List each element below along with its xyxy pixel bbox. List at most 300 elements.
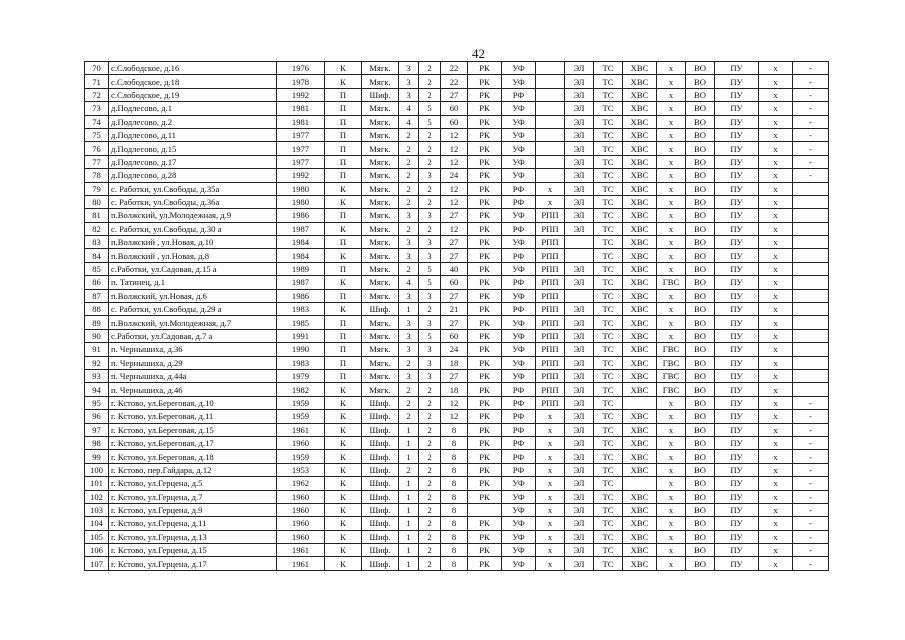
cell-row-number: 91 bbox=[85, 343, 109, 356]
cell-col-x: х bbox=[759, 88, 793, 101]
cell-hot-water: х bbox=[657, 169, 686, 182]
cell-gas-supply: РПП bbox=[536, 343, 565, 356]
cell-floors: 2 bbox=[399, 396, 419, 409]
cell-hot-water: х bbox=[657, 128, 686, 141]
cell-heat-supply: ТС bbox=[594, 222, 623, 235]
cell-gas-supply: х bbox=[536, 544, 565, 557]
cell-wall-material: П bbox=[325, 155, 362, 168]
cell-row-number: 98 bbox=[85, 436, 109, 449]
cell-row-number: 101 bbox=[85, 477, 109, 490]
cell-electricity: ЭЛ bbox=[565, 222, 594, 235]
cell-wall-material: К bbox=[325, 410, 362, 423]
cell-floors: 1 bbox=[399, 557, 419, 570]
cell-electricity: ЭЛ bbox=[565, 396, 594, 409]
cell-col-dash bbox=[793, 356, 829, 369]
cell-electricity: ЭЛ bbox=[565, 369, 594, 382]
cell-metering: ПУ bbox=[715, 410, 759, 423]
cell-heating: РК bbox=[468, 450, 502, 463]
cell-apartments: 27 bbox=[441, 369, 468, 382]
cell-entrances: 2 bbox=[419, 477, 441, 490]
cell-row-number: 74 bbox=[85, 115, 109, 128]
cell-drainage: ВО bbox=[686, 209, 715, 222]
cell-roof-type: Шиф. bbox=[362, 436, 399, 449]
cell-roof-type: Шиф. bbox=[362, 410, 399, 423]
cell-col-x: х bbox=[759, 530, 793, 543]
cell-roof-type: Шиф. bbox=[362, 503, 399, 516]
cell-foundation: УФ bbox=[502, 128, 536, 141]
cell-foundation: РФ bbox=[502, 383, 536, 396]
cell-row-number: 79 bbox=[85, 182, 109, 195]
cell-metering: ПУ bbox=[715, 343, 759, 356]
cell-heat-supply: ТС bbox=[594, 155, 623, 168]
cell-wall-material: К bbox=[325, 477, 362, 490]
cell-roof-type: Шиф. bbox=[362, 490, 399, 503]
cell-heat-supply: ТС bbox=[594, 503, 623, 516]
cell-foundation: УФ bbox=[502, 329, 536, 342]
cell-gas-supply: РПП bbox=[536, 383, 565, 396]
cell-roof-type: Шиф. bbox=[362, 557, 399, 570]
cell-heating: РК bbox=[468, 410, 502, 423]
cell-year-built: 1960 bbox=[277, 436, 325, 449]
cell-hot-water: ГВС bbox=[657, 369, 686, 382]
cell-drainage: ВО bbox=[686, 169, 715, 182]
cell-cold-water: ХВС bbox=[623, 356, 657, 369]
cell-heating: РК bbox=[468, 303, 502, 316]
cell-foundation: УФ bbox=[502, 169, 536, 182]
cell-hot-water: х bbox=[657, 195, 686, 208]
table-row bbox=[85, 169, 829, 182]
cell-floors: 3 bbox=[399, 369, 419, 382]
cell-heating: РК bbox=[468, 383, 502, 396]
cell-entrances: 2 bbox=[419, 155, 441, 168]
cell-electricity: ЭЛ bbox=[565, 155, 594, 168]
table-row bbox=[85, 343, 829, 356]
cell-year-built: 1992 bbox=[277, 88, 325, 101]
cell-drainage: ВО bbox=[686, 329, 715, 342]
table-row bbox=[85, 383, 829, 396]
cell-electricity: ЭЛ bbox=[565, 530, 594, 543]
cell-foundation: РФ bbox=[502, 88, 536, 101]
cell-metering: ПУ bbox=[715, 236, 759, 249]
cell-roof-type: Мягк. bbox=[362, 276, 399, 289]
cell-apartments: 12 bbox=[441, 142, 468, 155]
cell-gas-supply: х bbox=[536, 530, 565, 543]
cell-electricity: ЭЛ bbox=[565, 436, 594, 449]
cell-gas-supply bbox=[536, 128, 565, 141]
cell-roof-type: Шиф. bbox=[362, 423, 399, 436]
cell-metering: ПУ bbox=[715, 142, 759, 155]
cell-heating: РК bbox=[468, 423, 502, 436]
cell-floors: 2 bbox=[399, 410, 419, 423]
cell-col-dash: - bbox=[793, 463, 829, 476]
cell-roof-type: Мягк. bbox=[362, 316, 399, 329]
table-row bbox=[85, 450, 829, 463]
cell-heating: РК bbox=[468, 88, 502, 101]
cell-hot-water: х bbox=[657, 329, 686, 342]
cell-row-number: 73 bbox=[85, 102, 109, 115]
cell-gas-supply: РПП bbox=[536, 209, 565, 222]
cell-foundation: РФ bbox=[502, 410, 536, 423]
cell-entrances: 3 bbox=[419, 343, 441, 356]
cell-drainage: ВО bbox=[686, 115, 715, 128]
cell-apartments: 22 bbox=[441, 62, 468, 75]
cell-hot-water: ГВС bbox=[657, 343, 686, 356]
table-row bbox=[85, 195, 829, 208]
table-row bbox=[85, 329, 829, 342]
cell-entrances: 3 bbox=[419, 236, 441, 249]
table-row bbox=[85, 155, 829, 168]
cell-address: г. Кстово, ул.Береговая, д.11 bbox=[109, 410, 277, 423]
cell-floors: 4 bbox=[399, 102, 419, 115]
cell-col-x: х bbox=[759, 62, 793, 75]
table-row bbox=[85, 102, 829, 115]
cell-gas-supply: х bbox=[536, 490, 565, 503]
cell-roof-type: Мягк. bbox=[362, 222, 399, 235]
cell-drainage: ВО bbox=[686, 369, 715, 382]
cell-electricity: ЭЛ bbox=[565, 477, 594, 490]
cell-cold-water: ХВС bbox=[623, 128, 657, 141]
table-row bbox=[85, 423, 829, 436]
cell-heating: РК bbox=[468, 62, 502, 75]
cell-entrances: 3 bbox=[419, 369, 441, 382]
cell-wall-material: П bbox=[325, 169, 362, 182]
cell-entrances: 2 bbox=[419, 142, 441, 155]
cell-address: г. Кстово, ул.Герцена, д.7 bbox=[109, 490, 277, 503]
cell-hot-water: х bbox=[657, 262, 686, 275]
cell-apartments: 40 bbox=[441, 262, 468, 275]
cell-year-built: 1961 bbox=[277, 423, 325, 436]
cell-electricity: ЭЛ bbox=[565, 544, 594, 557]
cell-electricity: ЭЛ bbox=[565, 62, 594, 75]
cell-wall-material: П bbox=[325, 262, 362, 275]
cell-hot-water: х bbox=[657, 88, 686, 101]
cell-foundation: УФ bbox=[502, 142, 536, 155]
cell-metering: ПУ bbox=[715, 155, 759, 168]
cell-wall-material: П bbox=[325, 209, 362, 222]
cell-apartments: 12 bbox=[441, 155, 468, 168]
cell-metering: ПУ bbox=[715, 88, 759, 101]
cell-drainage: ВО bbox=[686, 557, 715, 570]
table-row bbox=[85, 517, 829, 530]
cell-row-number: 97 bbox=[85, 423, 109, 436]
cell-col-dash bbox=[793, 222, 829, 235]
cell-foundation: УФ bbox=[502, 369, 536, 382]
cell-wall-material: К bbox=[325, 530, 362, 543]
cell-col-x: х bbox=[759, 222, 793, 235]
cell-year-built: 1982 bbox=[277, 383, 325, 396]
cell-hot-water: х bbox=[657, 303, 686, 316]
cell-floors: 2 bbox=[399, 182, 419, 195]
cell-entrances: 2 bbox=[419, 303, 441, 316]
cell-address: г. Кстово, ул.Береговая, д.10 bbox=[109, 396, 277, 409]
cell-metering: ПУ bbox=[715, 75, 759, 88]
cell-hot-water: ГВС bbox=[657, 356, 686, 369]
cell-roof-type: Мягк. bbox=[362, 369, 399, 382]
cell-heat-supply: ТС bbox=[594, 423, 623, 436]
cell-gas-supply: х bbox=[536, 477, 565, 490]
cell-col-dash: - bbox=[793, 490, 829, 503]
cell-col-x: х bbox=[759, 115, 793, 128]
cell-col-x: х bbox=[759, 557, 793, 570]
cell-year-built: 1981 bbox=[277, 102, 325, 115]
cell-metering: ПУ bbox=[715, 169, 759, 182]
cell-col-x: х bbox=[759, 128, 793, 141]
cell-wall-material: П bbox=[325, 88, 362, 101]
cell-heating: РК bbox=[468, 115, 502, 128]
cell-col-dash: - bbox=[793, 88, 829, 101]
cell-col-x: х bbox=[759, 169, 793, 182]
cell-foundation: УФ bbox=[502, 289, 536, 302]
cell-apartments: 21 bbox=[441, 303, 468, 316]
cell-heating: РК bbox=[468, 329, 502, 342]
cell-electricity: ЭЛ bbox=[565, 410, 594, 423]
cell-heat-supply: ТС bbox=[594, 316, 623, 329]
cell-address: г. Кстово, ул.Герцена, д.17 bbox=[109, 557, 277, 570]
cell-heating: РК bbox=[468, 477, 502, 490]
cell-cold-water: ХВС bbox=[623, 236, 657, 249]
cell-col-x: х bbox=[759, 477, 793, 490]
cell-drainage: ВО bbox=[686, 477, 715, 490]
cell-heat-supply: ТС bbox=[594, 329, 623, 342]
cell-cold-water: ХВС bbox=[623, 463, 657, 476]
table-row bbox=[85, 436, 829, 449]
cell-gas-supply: РПП bbox=[536, 369, 565, 382]
cell-foundation: УФ bbox=[502, 530, 536, 543]
cell-address: п. Чернышиха, д.29 bbox=[109, 356, 277, 369]
cell-col-x: х bbox=[759, 490, 793, 503]
cell-metering: ПУ bbox=[715, 195, 759, 208]
cell-row-number: 77 bbox=[85, 155, 109, 168]
cell-hot-water: х bbox=[657, 75, 686, 88]
cell-col-dash bbox=[793, 236, 829, 249]
cell-heat-supply: ТС bbox=[594, 369, 623, 382]
cell-heating: РК bbox=[468, 436, 502, 449]
cell-foundation: РФ bbox=[502, 249, 536, 262]
table-row bbox=[85, 410, 829, 423]
cell-hot-water: х bbox=[657, 477, 686, 490]
cell-foundation: РФ bbox=[502, 182, 536, 195]
cell-hot-water: х bbox=[657, 436, 686, 449]
cell-entrances: 3 bbox=[419, 249, 441, 262]
cell-heat-supply: ТС bbox=[594, 463, 623, 476]
cell-floors: 2 bbox=[399, 128, 419, 141]
cell-heat-supply: ТС bbox=[594, 236, 623, 249]
cell-heat-supply: ТС bbox=[594, 490, 623, 503]
cell-roof-type: Мягк. bbox=[362, 356, 399, 369]
cell-gas-supply: РПП bbox=[536, 303, 565, 316]
table-row bbox=[85, 303, 829, 316]
cell-address: д.Подлесово, д.11 bbox=[109, 128, 277, 141]
cell-foundation: УФ bbox=[502, 102, 536, 115]
cell-floors: 3 bbox=[399, 209, 419, 222]
cell-floors: 4 bbox=[399, 276, 419, 289]
cell-col-dash bbox=[793, 209, 829, 222]
cell-metering: ПУ bbox=[715, 423, 759, 436]
cell-col-dash: - bbox=[793, 115, 829, 128]
cell-cold-water bbox=[623, 477, 657, 490]
cell-apartments: 60 bbox=[441, 102, 468, 115]
cell-cold-water: ХВС bbox=[623, 316, 657, 329]
cell-apartments: 12 bbox=[441, 222, 468, 235]
cell-electricity: ЭЛ bbox=[565, 316, 594, 329]
cell-wall-material: К bbox=[325, 222, 362, 235]
cell-row-number: 71 bbox=[85, 75, 109, 88]
cell-year-built: 1959 bbox=[277, 450, 325, 463]
cell-col-dash bbox=[793, 316, 829, 329]
cell-cold-water: ХВС bbox=[623, 490, 657, 503]
cell-floors: 1 bbox=[399, 436, 419, 449]
table-row bbox=[85, 236, 829, 249]
cell-col-dash bbox=[793, 182, 829, 195]
cell-cold-water: ХВС bbox=[623, 75, 657, 88]
cell-apartments: 8 bbox=[441, 436, 468, 449]
cell-col-x: х bbox=[759, 195, 793, 208]
cell-heating: РК bbox=[468, 490, 502, 503]
cell-heating: РК bbox=[468, 343, 502, 356]
cell-foundation: УФ bbox=[502, 503, 536, 516]
cell-wall-material: К bbox=[325, 503, 362, 516]
cell-gas-supply bbox=[536, 115, 565, 128]
cell-heating: РК bbox=[468, 557, 502, 570]
cell-entrances: 2 bbox=[419, 75, 441, 88]
cell-col-x: х bbox=[759, 544, 793, 557]
cell-hot-water: х bbox=[657, 316, 686, 329]
cell-wall-material: К bbox=[325, 463, 362, 476]
cell-gas-supply bbox=[536, 155, 565, 168]
cell-gas-supply: х bbox=[536, 182, 565, 195]
cell-wall-material: К bbox=[325, 544, 362, 557]
cell-wall-material: К bbox=[325, 276, 362, 289]
cell-roof-type: Мягк. bbox=[362, 102, 399, 115]
cell-year-built: 1961 bbox=[277, 557, 325, 570]
cell-electricity: ЭЛ bbox=[565, 383, 594, 396]
cell-col-dash bbox=[793, 329, 829, 342]
cell-wall-material: К bbox=[325, 396, 362, 409]
cell-entrances: 2 bbox=[419, 490, 441, 503]
cell-wall-material: П bbox=[325, 369, 362, 382]
cell-foundation: УФ bbox=[502, 517, 536, 530]
cell-metering: ПУ bbox=[715, 115, 759, 128]
cell-cold-water: ХВС bbox=[623, 115, 657, 128]
cell-metering: ПУ bbox=[715, 383, 759, 396]
cell-floors: 2 bbox=[399, 262, 419, 275]
cell-drainage: ВО bbox=[686, 222, 715, 235]
table-row bbox=[85, 557, 829, 570]
cell-address: г. Кстово, ул.Герцена, д.5 bbox=[109, 477, 277, 490]
cell-foundation: УФ bbox=[502, 356, 536, 369]
cell-address: п.Волжский, ул.Молодежная, д.9 bbox=[109, 209, 277, 222]
cell-hot-water: х bbox=[657, 142, 686, 155]
cell-heating: РК bbox=[468, 530, 502, 543]
cell-electricity: ЭЛ bbox=[565, 209, 594, 222]
cell-heating: РК bbox=[468, 195, 502, 208]
cell-drainage: ВО bbox=[686, 463, 715, 476]
cell-gas-supply bbox=[536, 142, 565, 155]
cell-cold-water: ХВС bbox=[623, 276, 657, 289]
cell-row-number: 84 bbox=[85, 249, 109, 262]
cell-foundation: УФ bbox=[502, 316, 536, 329]
cell-apartments: 22 bbox=[441, 75, 468, 88]
cell-entrances: 5 bbox=[419, 262, 441, 275]
cell-heat-supply: ТС bbox=[594, 557, 623, 570]
cell-row-number: 105 bbox=[85, 530, 109, 543]
cell-metering: ПУ bbox=[715, 289, 759, 302]
cell-entrances: 2 bbox=[419, 383, 441, 396]
table-row bbox=[85, 490, 829, 503]
cell-floors: 3 bbox=[399, 88, 419, 101]
cell-gas-supply: х bbox=[536, 557, 565, 570]
cell-col-dash: - bbox=[793, 544, 829, 557]
cell-foundation: УФ bbox=[502, 209, 536, 222]
cell-hot-water: х bbox=[657, 517, 686, 530]
cell-floors: 2 bbox=[399, 142, 419, 155]
cell-roof-type: Мягк. bbox=[362, 262, 399, 275]
cell-col-dash: - bbox=[793, 396, 829, 409]
cell-gas-supply: х bbox=[536, 450, 565, 463]
cell-metering: ПУ bbox=[715, 222, 759, 235]
cell-entrances: 3 bbox=[419, 316, 441, 329]
cell-gas-supply bbox=[536, 102, 565, 115]
cell-gas-supply: РПП bbox=[536, 222, 565, 235]
cell-address: г. Кстово, ул.Береговая, д.15 bbox=[109, 423, 277, 436]
cell-hot-water: х bbox=[657, 102, 686, 115]
cell-electricity: ЭЛ bbox=[565, 557, 594, 570]
cell-hot-water: х bbox=[657, 450, 686, 463]
table-row bbox=[85, 276, 829, 289]
cell-row-number: 107 bbox=[85, 557, 109, 570]
cell-wall-material: П bbox=[325, 142, 362, 155]
cell-address: д.Подлесово, д.28 bbox=[109, 169, 277, 182]
cell-heat-supply: ТС bbox=[594, 128, 623, 141]
cell-drainage: ВО bbox=[686, 276, 715, 289]
cell-electricity bbox=[565, 249, 594, 262]
table-row bbox=[85, 142, 829, 155]
cell-wall-material: П bbox=[325, 289, 362, 302]
cell-gas-supply: х bbox=[536, 195, 565, 208]
cell-address: г. Кстово, ул.Герцена, д.11 bbox=[109, 517, 277, 530]
cell-col-dash bbox=[793, 383, 829, 396]
cell-metering: ПУ bbox=[715, 62, 759, 75]
cell-heat-supply: ТС bbox=[594, 276, 623, 289]
cell-year-built: 1960 bbox=[277, 530, 325, 543]
cell-drainage: ВО bbox=[686, 396, 715, 409]
cell-col-dash bbox=[793, 303, 829, 316]
cell-apartments: 27 bbox=[441, 236, 468, 249]
cell-address: п.Волжский, ул.Молодежная, д.7 bbox=[109, 316, 277, 329]
cell-heat-supply: ТС bbox=[594, 142, 623, 155]
cell-floors: 3 bbox=[399, 343, 419, 356]
cell-apartments: 12 bbox=[441, 128, 468, 141]
cell-roof-type: Мягк. bbox=[362, 155, 399, 168]
cell-apartments: 8 bbox=[441, 450, 468, 463]
cell-address: с.Работки, ул.Садовая, д.7 а bbox=[109, 329, 277, 342]
cell-electricity: ЭЛ bbox=[565, 329, 594, 342]
cell-row-number: 88 bbox=[85, 303, 109, 316]
cell-col-dash: - bbox=[793, 503, 829, 516]
cell-hot-water: х bbox=[657, 490, 686, 503]
cell-hot-water: х bbox=[657, 396, 686, 409]
cell-year-built: 1983 bbox=[277, 303, 325, 316]
cell-col-dash: - bbox=[793, 169, 829, 182]
cell-apartments: 27 bbox=[441, 316, 468, 329]
cell-heating: РК bbox=[468, 209, 502, 222]
cell-col-x: х bbox=[759, 503, 793, 516]
cell-wall-material: П bbox=[325, 115, 362, 128]
cell-drainage: ВО bbox=[686, 423, 715, 436]
table-row bbox=[85, 369, 829, 382]
cell-row-number: 86 bbox=[85, 276, 109, 289]
cell-foundation: УФ bbox=[502, 115, 536, 128]
